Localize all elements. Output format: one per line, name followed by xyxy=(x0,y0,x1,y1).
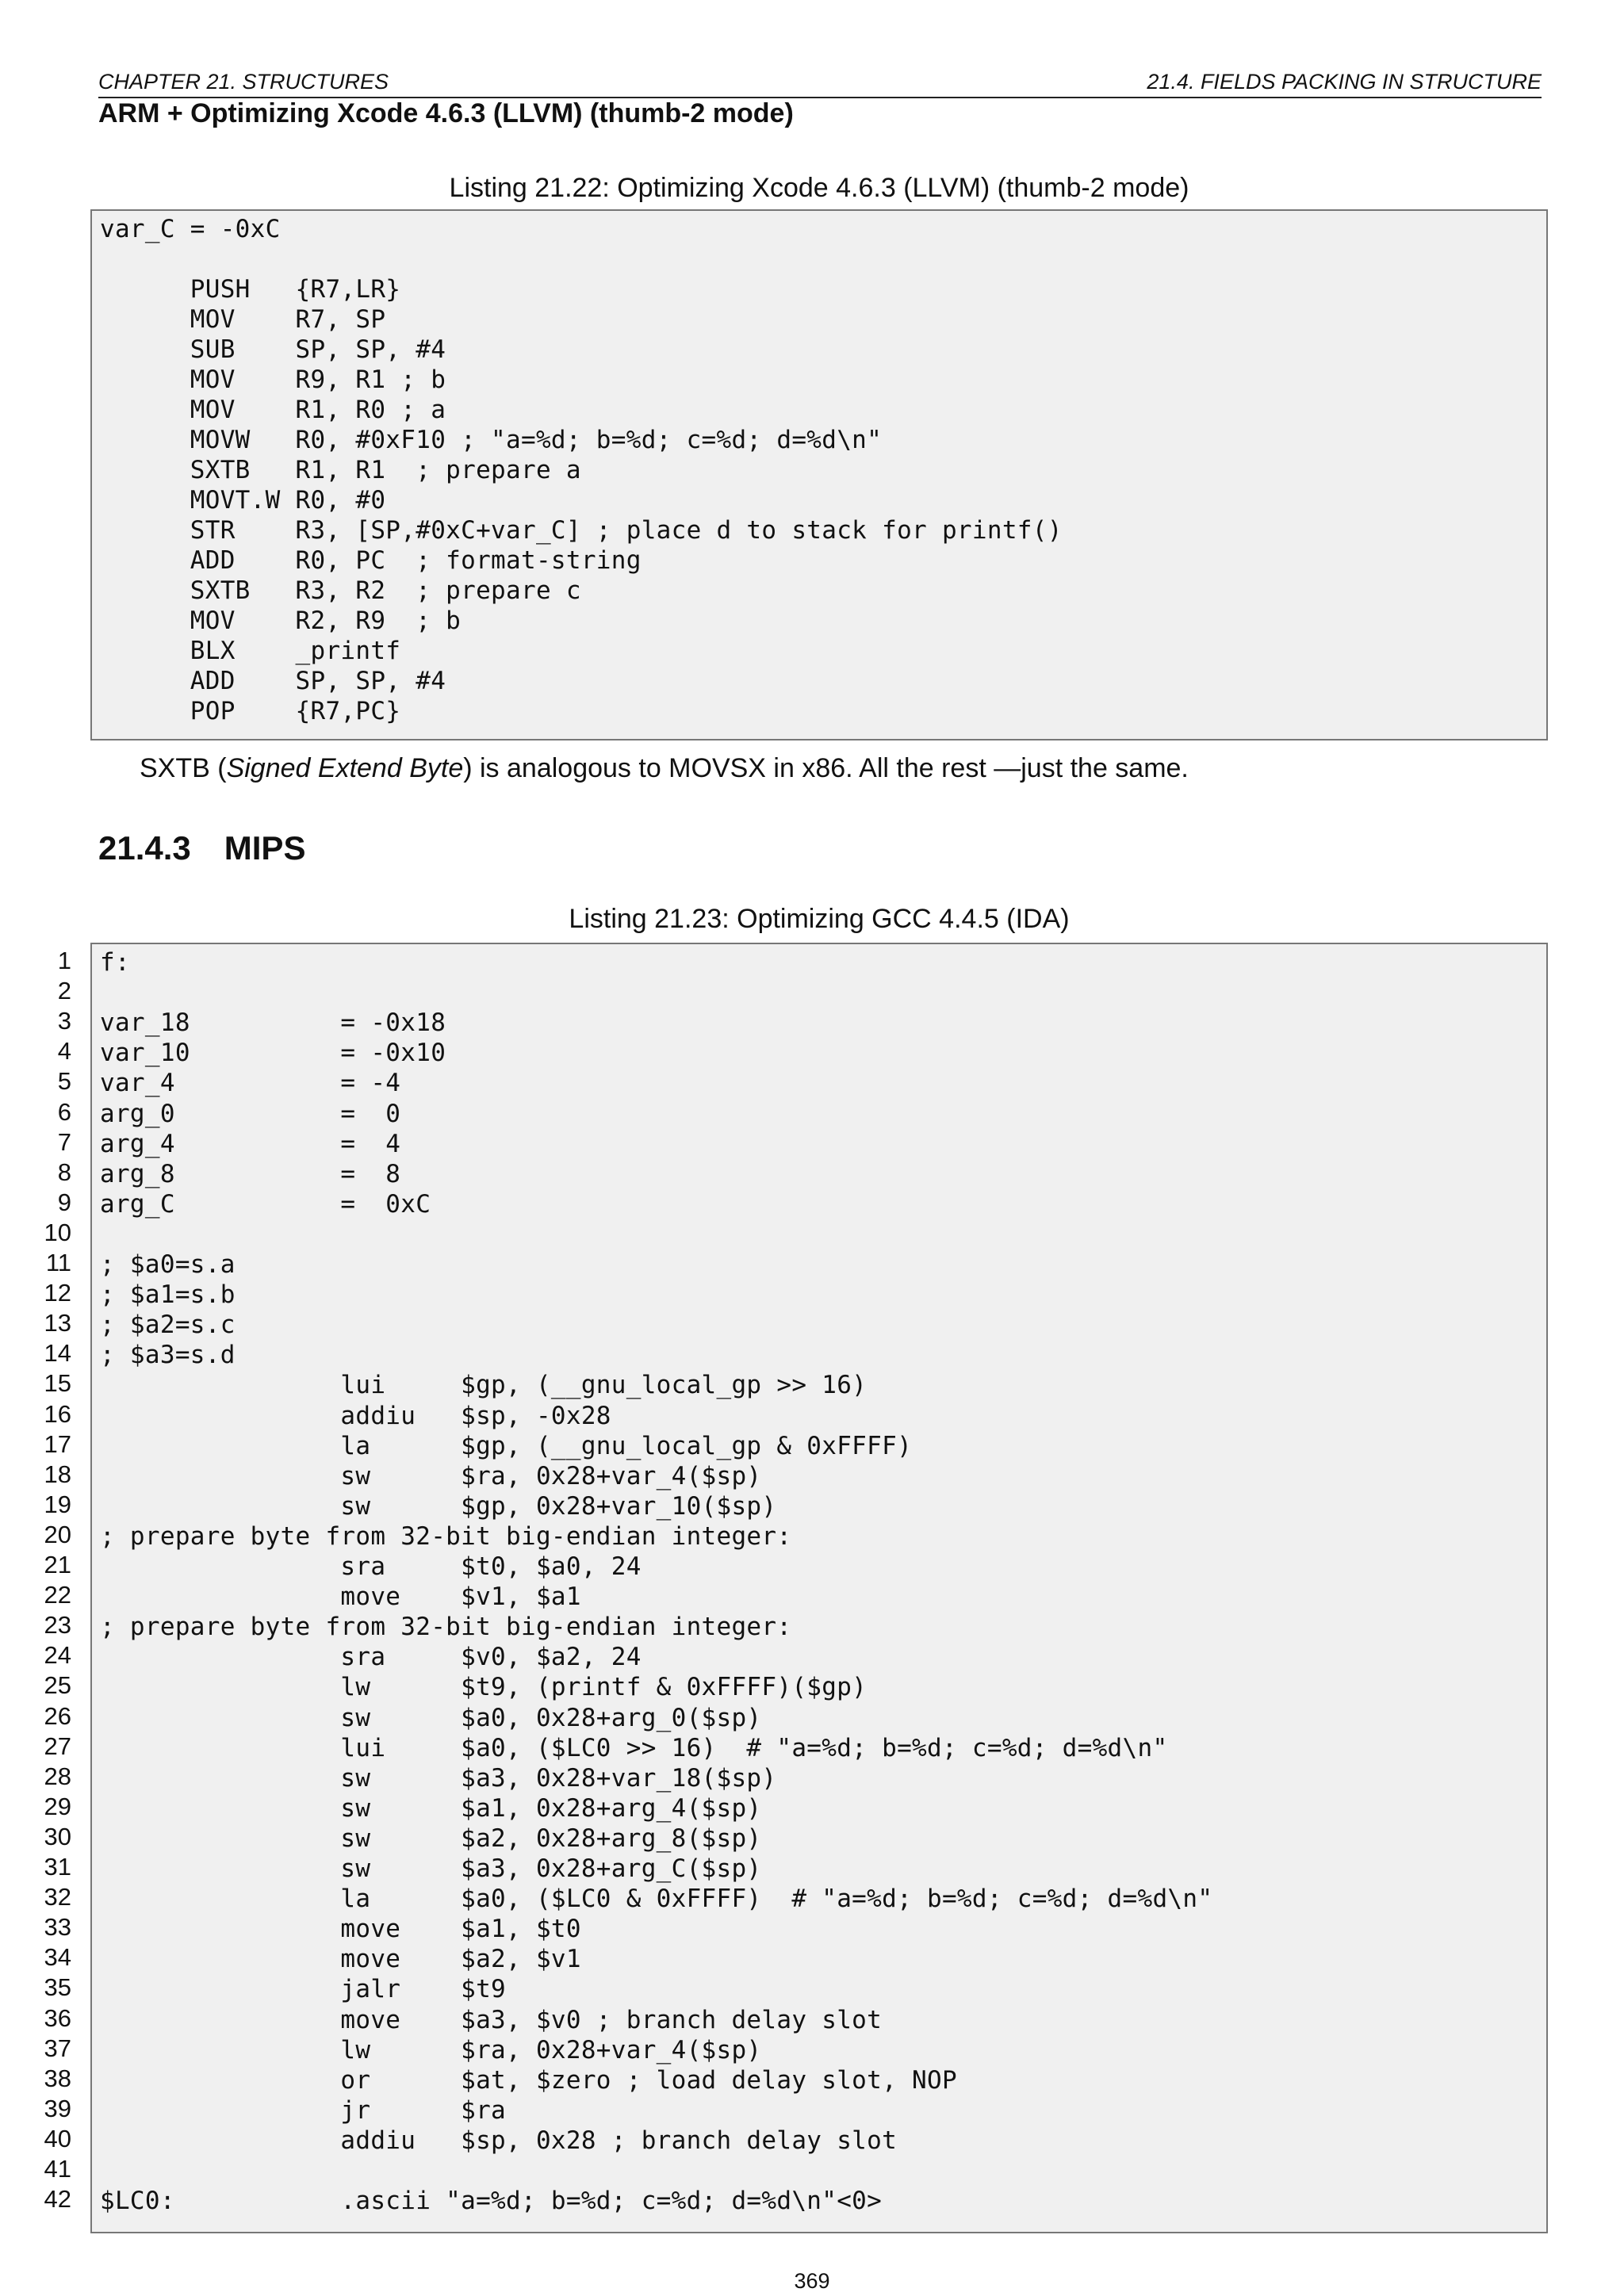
code-line: arg_4 = 4 xyxy=(100,1129,401,1158)
line-number: 4 xyxy=(57,1037,71,1066)
code-line: MOVW R0, #0xF10 ; "a=%d; b=%d; c=%d; d=%d\n" xyxy=(100,426,883,454)
line-number: 20 xyxy=(44,1520,71,1548)
line-number: 26 xyxy=(44,1701,71,1730)
line-number: 2 xyxy=(57,977,71,1005)
code-line: SXTB R1, R1 ; prepare a xyxy=(100,456,581,484)
code-line: sw $a1, 0x28+arg_4($sp) xyxy=(100,1793,762,1823)
line-number: 14 xyxy=(44,1339,71,1368)
code-line: var_C = -0xC xyxy=(100,215,281,243)
code-line: ; $a0=s.a xyxy=(100,1250,236,1279)
code-line: ; prepare byte from 32-bit big-endian integer: xyxy=(100,1521,792,1551)
line-number: 1 xyxy=(57,947,71,974)
code-line: lw $ra, 0x28+var_4($sp) xyxy=(100,2035,762,2064)
line-number: 12 xyxy=(44,1279,71,1307)
line-number: 31 xyxy=(44,1853,71,1881)
running-header-chapter: CHAPTER 21. STRUCTURES xyxy=(98,70,389,94)
code-line: MOVT.W R0, #0 xyxy=(100,486,386,515)
code-line: ; prepare byte from 32-bit big-endian integer: xyxy=(100,1613,792,1642)
code-line: MOV R1, R0 ; a xyxy=(100,396,446,424)
line-number: 38 xyxy=(44,2064,71,2092)
code-line: lw $t9, (printf & 0xFFFF)($gp) xyxy=(100,1673,868,1702)
line-number: 24 xyxy=(44,1641,71,1670)
section-number: 21.4.3 xyxy=(98,829,191,867)
code-line: sw $gp, 0x28+var_10($sp) xyxy=(100,1491,777,1521)
code-line: ; $a3=s.d xyxy=(100,1341,236,1370)
code-line: SXTB R3, R2 ; prepare c xyxy=(100,576,581,605)
line-number: 10 xyxy=(44,1218,71,1246)
line-number: 3 xyxy=(57,1007,71,1035)
code-line: MOV R9, R1 ; b xyxy=(100,365,446,394)
line-number: 16 xyxy=(44,1399,71,1428)
code-line: f: xyxy=(100,948,130,977)
line-number: 39 xyxy=(44,2094,71,2122)
line-number: 5 xyxy=(57,1067,71,1096)
code-line: STR R3, [SP,#0xC+var_C] ; place d to stack for printf() xyxy=(100,516,1063,545)
code-line: arg_0 = 0 xyxy=(100,1099,401,1128)
code-line: POP {R7,PC} xyxy=(100,697,401,725)
code-line: lui $gp, (__gnu_local_gp >> 16) xyxy=(100,1371,868,1400)
code-line: or $at, $zero ; load delay slot, NOP xyxy=(100,2065,957,2095)
line-number: 18 xyxy=(44,1460,71,1488)
line-number: 22 xyxy=(44,1581,71,1609)
line-number: 8 xyxy=(57,1158,71,1186)
code-line: jr $ra xyxy=(100,2095,507,2125)
line-number: 21 xyxy=(44,1551,71,1578)
code-line: sw $ra, 0x28+var_4($sp) xyxy=(100,1461,762,1490)
subsection-title: ARM + Optimizing Xcode 4.6.3 (LLVM) (thumb-2 mode) xyxy=(98,98,794,128)
code-line: addiu $sp, -0x28 xyxy=(100,1401,611,1430)
code-line: arg_C = 0xC xyxy=(100,1189,431,1219)
code-line: MOV R2, R9 ; b xyxy=(100,607,462,635)
code-line: MOV R7, SP xyxy=(100,305,386,334)
code-line: la $a0, ($LC0 & 0xFFFF) # "a=%d; b=%d; c=%d; d=%d\n" xyxy=(100,1885,1213,1914)
line-number: 27 xyxy=(44,1732,71,1760)
line-number: 29 xyxy=(44,1792,71,1820)
line-number: 7 xyxy=(57,1127,71,1156)
code-line: ; $a1=s.b xyxy=(100,1280,236,1310)
code-line: var_4 = -4 xyxy=(100,1069,401,1098)
code-line: var_18 = -0x18 xyxy=(100,1008,446,1038)
listing-caption-arm: Listing 21.22: Optimizing Xcode 4.6.3 (LLVM) (thumb-2 mode) xyxy=(449,173,1189,203)
line-number: 42 xyxy=(44,2185,71,2214)
section-heading xyxy=(98,829,305,867)
line-number: 30 xyxy=(44,1822,71,1850)
line-number: 15 xyxy=(44,1369,71,1398)
code-line: PUSH {R7,LR} xyxy=(100,275,401,304)
line-number: 28 xyxy=(44,1762,71,1790)
code-line: $LC0: .ascii "a=%d; b=%d; c=%d; d=%d\n"<0> xyxy=(100,2187,883,2216)
section-title: MIPS xyxy=(224,829,306,867)
page-number: 369 xyxy=(794,2269,830,2293)
line-number: 25 xyxy=(44,1671,71,1700)
code-line: move $a3, $v0 ; branch delay slot xyxy=(100,2005,883,2034)
para-text-2: ) is analogous to MOVSX in x86. All the rest —just the same. xyxy=(463,753,1189,783)
code-line: BLX _printf xyxy=(100,637,401,665)
line-number: 6 xyxy=(57,1097,71,1126)
code-line: lui $a0, ($LC0 >> 16) # "a=%d; b=%d; c=%d; d=%d\n" xyxy=(100,1733,1168,1762)
code-line: sra $t0, $a0, 24 xyxy=(100,1552,642,1581)
code-listing-arm xyxy=(90,209,1548,740)
line-number: 35 xyxy=(44,1973,71,2002)
code-line: la $gp, (__gnu_local_gp & 0xFFFF) xyxy=(100,1431,913,1460)
code-line: jalr $t9 xyxy=(100,1975,507,2004)
code-line: sw $a3, 0x28+var_18($sp) xyxy=(100,1763,777,1793)
code-line: ADD SP, SP, #4 xyxy=(100,667,446,695)
listing-caption-mips: Listing 21.23: Optimizing GCC 4.4.5 (IDA) xyxy=(569,904,1070,934)
para-italic-term: Signed Extend Byte xyxy=(226,753,464,783)
line-number: 13 xyxy=(44,1309,71,1337)
line-number: 41 xyxy=(44,2155,71,2183)
line-number: 37 xyxy=(44,2034,71,2062)
line-number: 33 xyxy=(44,1913,71,1942)
line-number: 36 xyxy=(44,2003,71,2032)
code-line: move $a2, $v1 xyxy=(100,1945,581,1974)
line-number: 34 xyxy=(44,1943,71,1972)
line-number: 9 xyxy=(57,1188,71,1216)
line-number: 23 xyxy=(44,1611,71,1640)
code-line: sw $a3, 0x28+arg_C($sp) xyxy=(100,1854,762,1883)
line-number: 17 xyxy=(44,1429,71,1458)
code-line: sw $a0, 0x28+arg_0($sp) xyxy=(100,1703,762,1732)
line-number: 19 xyxy=(44,1490,71,1518)
code-line: sw $a2, 0x28+arg_8($sp) xyxy=(100,1823,762,1853)
code-line: ADD R0, PC ; format-string xyxy=(100,546,642,575)
code-line: sra $v0, $a2, 24 xyxy=(100,1643,642,1672)
running-header-section: 21.4. FIELDS PACKING IN STRUCTURE xyxy=(1147,70,1542,94)
code-line: arg_8 = 8 xyxy=(100,1159,401,1188)
code-line: var_10 = -0x10 xyxy=(100,1039,446,1068)
code-line: SUB SP, SP, #4 xyxy=(100,335,446,364)
body-paragraph xyxy=(140,753,1189,784)
para-text-1: SXTB ( xyxy=(140,753,227,783)
line-number: 32 xyxy=(44,1883,71,1911)
line-number: 40 xyxy=(44,2124,71,2152)
code-line: ; $a2=s.c xyxy=(100,1311,236,1340)
code-listing-mips xyxy=(90,943,1548,2233)
code-line: addiu $sp, 0x28 ; branch delay slot xyxy=(100,2126,898,2155)
line-number: 11 xyxy=(45,1249,71,1276)
code-line: move $v1, $a1 xyxy=(100,1582,581,1612)
code-line: move $a1, $t0 xyxy=(100,1915,581,1944)
